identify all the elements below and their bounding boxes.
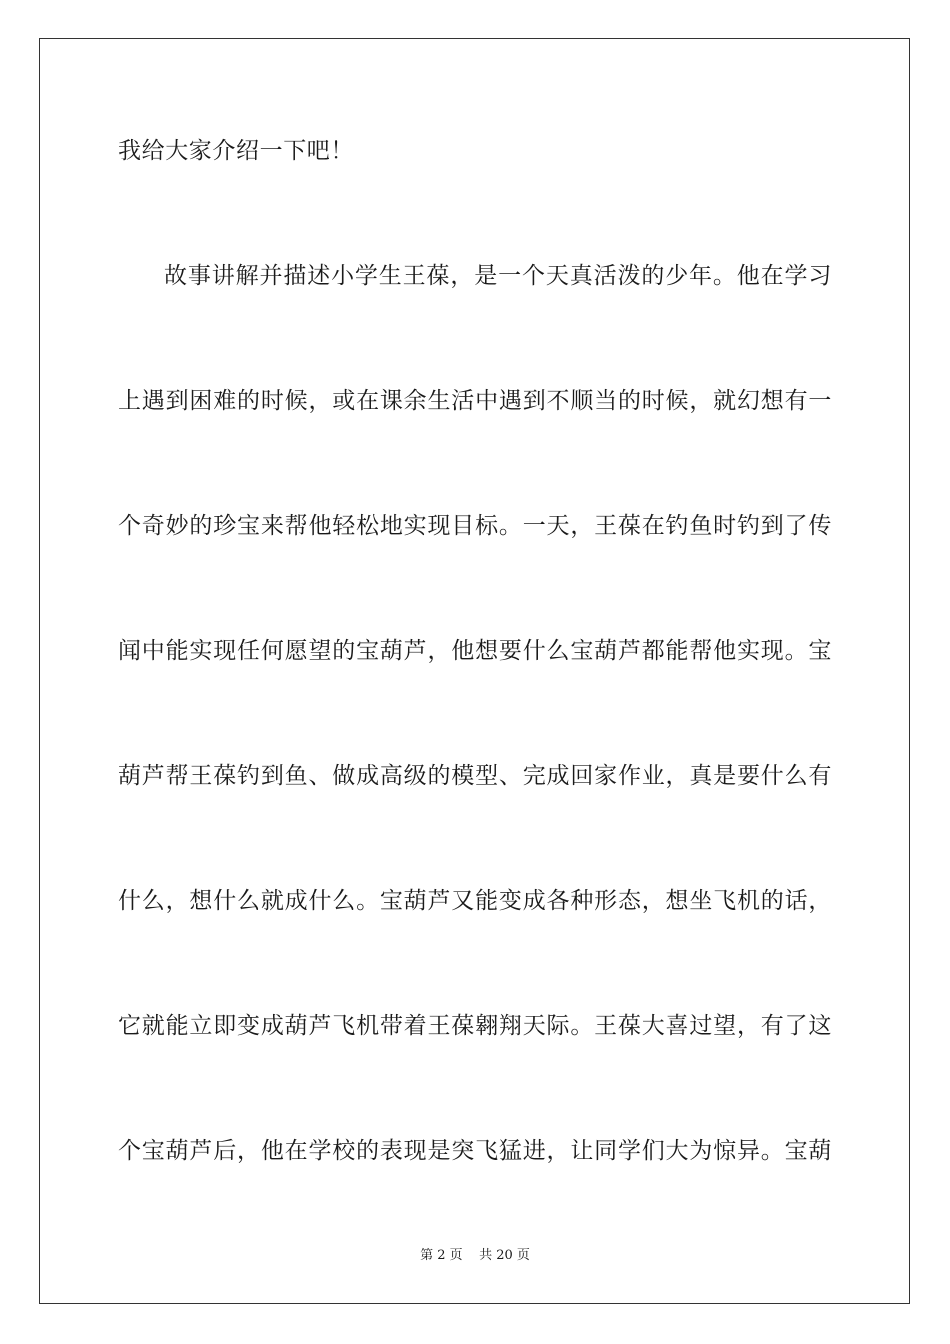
text-line-7: 什么，想什么就成什么。宝葫芦又能变成各种形态，想坐飞机的话， <box>118 888 832 914</box>
page-border <box>39 38 910 1304</box>
text-line-1: 我给大家介绍一下吧！ <box>118 138 354 164</box>
text-line-8: 它就能立即变成葫芦飞机带着王葆翱翔天际。王葆大喜过望，有了这 <box>118 1013 832 1039</box>
text-line-2: 故事讲解并描述小学生王葆，是一个天真活泼的少年。他在学习 <box>164 263 832 289</box>
text-line-9: 个宝葫芦后，他在学校的表现是突飞猛进，让同学们大为惊异。宝葫 <box>118 1138 832 1164</box>
text-line-4: 个奇妙的珍宝来帮他轻松地实现目标。一天，王葆在钓鱼时钓到了传 <box>118 513 832 539</box>
text-line-6: 葫芦帮王葆钓到鱼、做成高级的模型、完成回家作业，真是要什么有 <box>118 763 832 789</box>
page-number-footer: 第 2 页 共 20 页 <box>420 1248 530 1263</box>
text-line-3: 上遇到困难的时候，或在课余生活中遇到不顺当的时候，就幻想有一 <box>118 388 832 414</box>
text-line-5: 闻中能实现任何愿望的宝葫芦，他想要什么宝葫芦都能帮他实现。宝 <box>118 638 832 664</box>
